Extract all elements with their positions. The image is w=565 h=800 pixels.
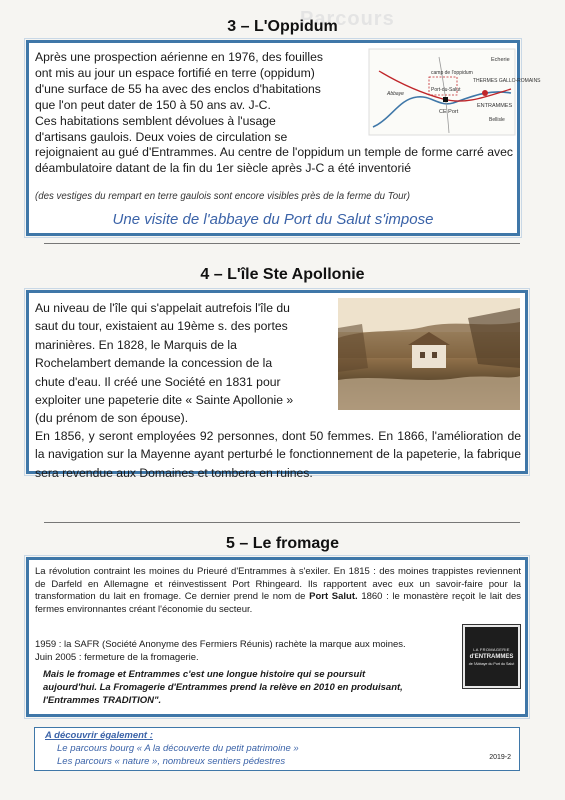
abbaye-visit-highlight: Une visite de l'abbaye du Port du Salut s'impose [112, 211, 434, 228]
apollonie-line: saut du tour, existaient au 19ème s. des portes [35, 319, 288, 334]
papeterie-photo [338, 298, 520, 410]
oppidum-line: d'une surface de 55 ha avec des enclos d'habitations [35, 82, 321, 96]
map-label-echerie: Echerie [491, 57, 510, 63]
abbey-marker [443, 97, 448, 102]
apollonie-line: Rochelambert demande la concession de la [35, 356, 273, 371]
oppidum-line: Après une prospection aérienne en 1976, des fouilles [35, 50, 323, 64]
map-label-thermes: THERMES GALLO-ROMAINS [473, 78, 541, 84]
fromage-1959: 1959 : la SAFR (Société Anonyme des Fermiers Réunis) rachète la marque aux moines. [35, 639, 406, 650]
separator [44, 522, 520, 523]
oppidum-line: que l'on peut dater de 150 à 50 ans av. J-C. [35, 98, 271, 112]
apollonie-line: Au niveau de l'île qui s'appelait autrefois l'île du [35, 301, 290, 315]
fromage-bold-line: aujourd'hui. La Fromagerie d'Entrammes prend la relève en 2010 en produisant, [43, 682, 403, 693]
fromage-bold-block [43, 668, 463, 707]
fromage-intro [35, 566, 521, 616]
oppidum-line: Ces habitations semblent dévolues à l'usage [35, 114, 276, 128]
footer-link-nature[interactable]: Les parcours « nature », nombreux sentiers pédestres [57, 756, 286, 767]
apollonie-line: chute d'eau. Il créé une Société en 1831 pour [35, 374, 281, 389]
ghost-header: Parcours [300, 8, 395, 30]
map-label-bellisle: Bellisle [489, 117, 505, 123]
oppidum-line: ont mis au jour un espace fortifié en terre (oppidum) [35, 66, 315, 80]
oppidum-map [369, 49, 541, 135]
apollonie-line: marinières. En 1828, le Marquis de la [35, 337, 237, 352]
map-label-port-du-salut: Port-du-Salut [431, 87, 461, 93]
apollonie-text-top [35, 299, 343, 428]
seal-top-text: LA FROMAGERIE [473, 647, 510, 652]
apollonie-text-full: En 1856, y seront employées 92 personnes, dont 50 femmes. En 1866, l'amélioration de la navigation sur la Mayenne ayant perturbé le fonctionnement de la papeterie, la fabrique sera revendue aux Domaines et tombera en ruines. [35, 429, 521, 480]
seal-sub-text: de l'Abbaye du Port du Salut [468, 662, 515, 666]
map-label-abbaye: Abbaye [387, 91, 404, 97]
fromage-para: La révolution contraint les moines du Prieuré d'Entrammes à s'exiler. En 1815 : des moines trappistes reviennent de Darfeld en Allemagne et réinvestissent Port Rhingeard. Ils rapportent avec eux un savoir-faire pour la transformation du lait en fromage. Ce dernier prend le nom de [35, 566, 521, 603]
map-label-camp: camp de l'oppidum [431, 70, 473, 76]
footer-link-bourg[interactable]: Le parcours bourg « A la découverte du petit patrimoine » [57, 743, 299, 754]
seal-main-text: d'ENTRAMMES [469, 654, 514, 660]
oppidum-line: d'artisans gaulois. Deux voies de circulation se [35, 130, 288, 144]
fromage-para: 1860 : le monastère reçoit le lait des fermes environnantes créant l'économie du secteur. [35, 591, 522, 615]
fromage-2005: Juin 2005 : fermeture de la fromagerie. [35, 652, 199, 663]
section-title-oppidum: 3 – L'Oppidum [227, 18, 338, 35]
fromagerie-seal-logo [463, 625, 520, 688]
mill-building-icon [412, 344, 446, 368]
map-label-entrammes: ENTRAMMES [477, 103, 513, 109]
fromage-bold-line: l'Entrammes TRADITION". [43, 695, 162, 706]
section-title-fromage: 5 – Le fromage [226, 535, 339, 552]
port-salut-label: Port Salut. [309, 591, 358, 603]
oppidum-text-top [35, 49, 365, 145]
footer-box [34, 727, 520, 771]
oppidum-note: (des vestiges du rempart en terre gaulois sont encore visibles près de la ferme du Tour) [35, 191, 410, 202]
oppidum-text-full: rejoignaient au gué d'Entrammes. Au centre de l'oppidum un temple de forme carré avec déambulatoire datant de la fin du 1er siècle après J-C a été inventorié [35, 145, 513, 175]
map-label-ce-port: CE Port [439, 109, 459, 115]
oppidum-box [26, 40, 541, 236]
thermes-marker [482, 90, 488, 96]
apollonie-line: exploiter une papeterie dite « Sainte Apollonie » [35, 393, 294, 408]
fromage-box [26, 557, 528, 717]
footer-heading: A découvrir également : [45, 730, 153, 741]
fromage-bold-line: Mais le fromage et Entrammes c'est une longue histoire qui se poursuit [43, 669, 366, 680]
apollonie-line: (du prénom de son épouse). [35, 411, 189, 426]
document-code: 2019-2 [489, 754, 511, 761]
section-title-apollonie: 4 – L'île Ste Apollonie [200, 266, 365, 283]
separator [44, 243, 520, 244]
